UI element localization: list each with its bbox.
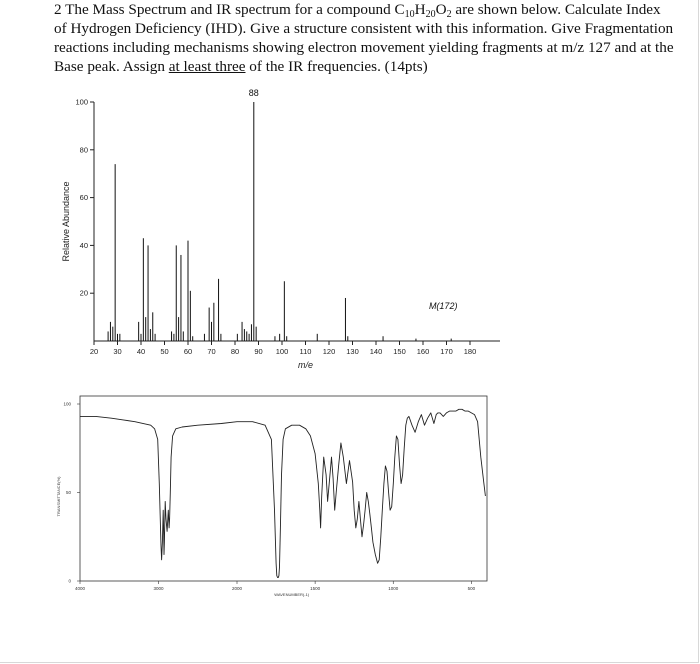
ir-y-tick-label: 0: [68, 578, 71, 584]
ir-x-tick-label: 3000: [153, 586, 164, 591]
ms-x-axis-label: m/e: [297, 360, 314, 370]
ms-x-tick-label: 40: [136, 347, 146, 356]
ir-x-axis-label: WAVENUMBER(-1): [274, 592, 310, 597]
ms-x-tick-label: 130: [346, 347, 359, 356]
ir-x-tick-label: 2000: [231, 586, 243, 591]
ir-line: [80, 409, 485, 577]
subscript-oxygen: 2: [446, 9, 452, 20]
ms-x-tick-label: 140: [369, 347, 383, 356]
question-part-5: of the IR frequencies. (14pts): [245, 58, 428, 75]
ms-y-axis-label: Relative Abundance: [61, 181, 71, 262]
ir-axes: [77, 396, 487, 584]
question-part-4: are shown below. Calculate Index of Hydrogen Deficiency (IHD). Give a structure consistent with this information. Give Fragmentation reactions including mechanisms showing electron movement yielding fragments at m/z 127 and at the Base peak. Assign: [54, 1, 674, 75]
ir-labels: [56, 402, 476, 598]
ms-x-tick-label: 170: [440, 347, 453, 356]
ms-x-tick-label: 120: [322, 347, 336, 356]
question-underlined: at least three: [168, 58, 246, 75]
ir-y-tick-label: 50: [65, 490, 71, 495]
question-part-2: H: [414, 1, 426, 18]
ms-annotation-base-peak: 88: [248, 88, 259, 98]
question-part-1: 2 The Mass Spectrum and IR spectrum for a compound C: [54, 1, 405, 18]
ms-x-tick-label: 30: [113, 347, 122, 356]
ms-x-tick-label: 150: [393, 347, 406, 356]
ir-plot-frame: [80, 396, 487, 581]
ms-x-tick-label: 160: [416, 347, 430, 356]
ms-x-tick-label: 50: [160, 347, 169, 356]
ir-x-tick-label: 1000: [388, 586, 399, 591]
ms-x-tick-label: 110: [299, 347, 312, 356]
ms-y-tick-label: 60: [79, 193, 88, 203]
ir-y-axis-label: TRANSMITTANCE(%): [56, 476, 61, 517]
ms-y-tick-label: 100: [75, 97, 88, 107]
ms-y-tick-label: 40: [79, 240, 88, 250]
ms-x-tick-label: 100: [275, 347, 289, 356]
subscript-hydrogen: 20: [425, 9, 436, 20]
ms-y-tick-label: 80: [79, 145, 88, 155]
question-part-3: O: [435, 1, 447, 18]
ir-spectrum-line: [80, 409, 485, 577]
ms-x-tick-label: 70: [207, 347, 216, 356]
ms-x-tick-label: 20: [89, 347, 99, 356]
ms-y-tick-label: 20: [79, 288, 88, 298]
ms-annotation-molecular-ion: M(172): [428, 301, 458, 312]
ms-x-tick-label: 90: [254, 347, 263, 356]
ms-x-tick-label: 60: [183, 347, 193, 356]
ms-x-tick-label: 80: [230, 347, 240, 356]
ir-x-tick-label: 4000: [74, 586, 86, 591]
ir-x-tick-label: 1500: [310, 586, 321, 591]
ms-x-tick-label: 180: [463, 347, 477, 356]
ir-x-tick-label: 500: [467, 586, 476, 591]
subscript-carbon: 10: [404, 9, 415, 20]
ir-y-tick-label: 100: [63, 401, 71, 407]
